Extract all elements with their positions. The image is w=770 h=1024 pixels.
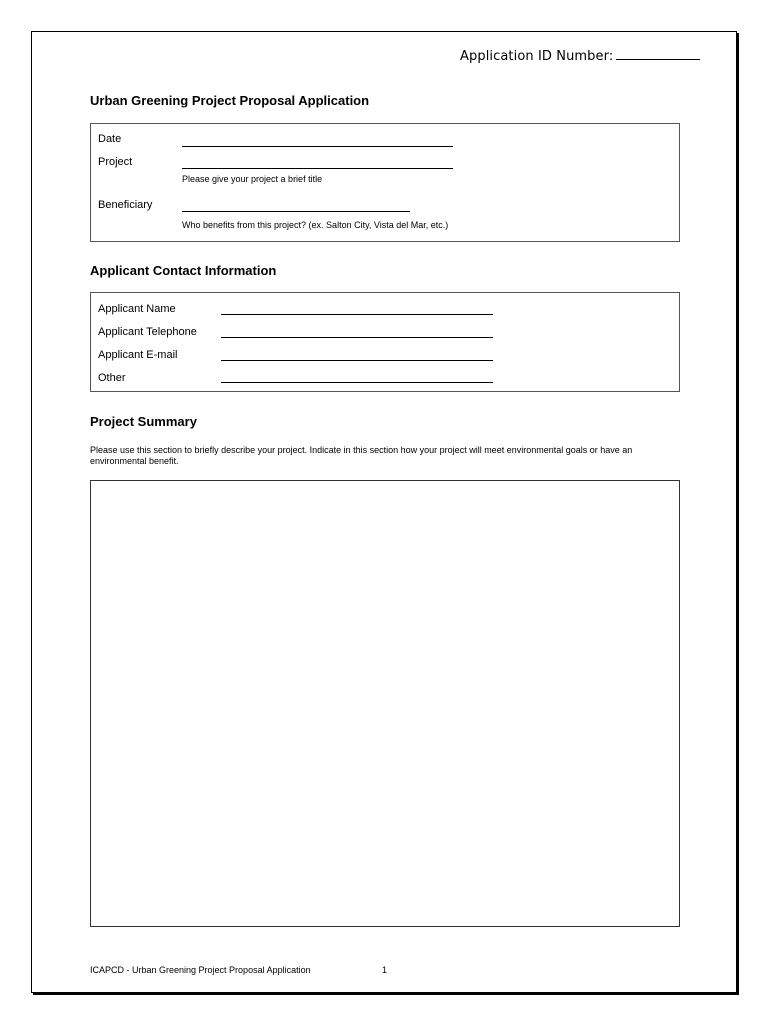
date-label: Date (98, 133, 122, 145)
contact-heading: Applicant Contact Information (90, 263, 277, 278)
date-field[interactable] (182, 146, 453, 147)
beneficiary-hint: Who benefits from this project? (ex. Salton City, Vista del Mar, etc.) (182, 220, 449, 230)
other-label: Other (98, 372, 126, 384)
summary-heading: Project Summary (90, 414, 197, 429)
page-number: 1 (382, 965, 388, 975)
applicant-telephone-field[interactable] (221, 337, 493, 338)
applicant-email-label: Applicant E-mail (98, 349, 178, 361)
application-id-field[interactable] (616, 48, 700, 60)
applicant-email-field[interactable] (221, 360, 493, 361)
project-field[interactable] (182, 168, 453, 169)
project-label: Project (98, 156, 133, 168)
beneficiary-field[interactable] (182, 211, 410, 212)
applicant-name-field[interactable] (221, 314, 493, 315)
beneficiary-label: Beneficiary (98, 199, 153, 211)
application-id-label: Application ID Number: (460, 49, 614, 64)
contact-box (90, 292, 680, 392)
applicant-telephone-label: Applicant Telephone (98, 326, 197, 338)
footer-text: ICAPCD - Urban Greening Project Proposal Application (90, 965, 311, 975)
application-id (460, 48, 700, 64)
project-hint: Please give your project a brief title (182, 174, 323, 184)
other-field[interactable] (221, 382, 493, 383)
form-title: Urban Greening Project Proposal Application (90, 93, 370, 108)
summary-textarea[interactable] (90, 480, 680, 927)
summary-instructions: Please use this section to briefly describe your project. Indicate in this section how your project will meet environmental goals or have an environmental benefit. (90, 445, 633, 466)
applicant-name-label: Applicant Name (98, 303, 176, 315)
